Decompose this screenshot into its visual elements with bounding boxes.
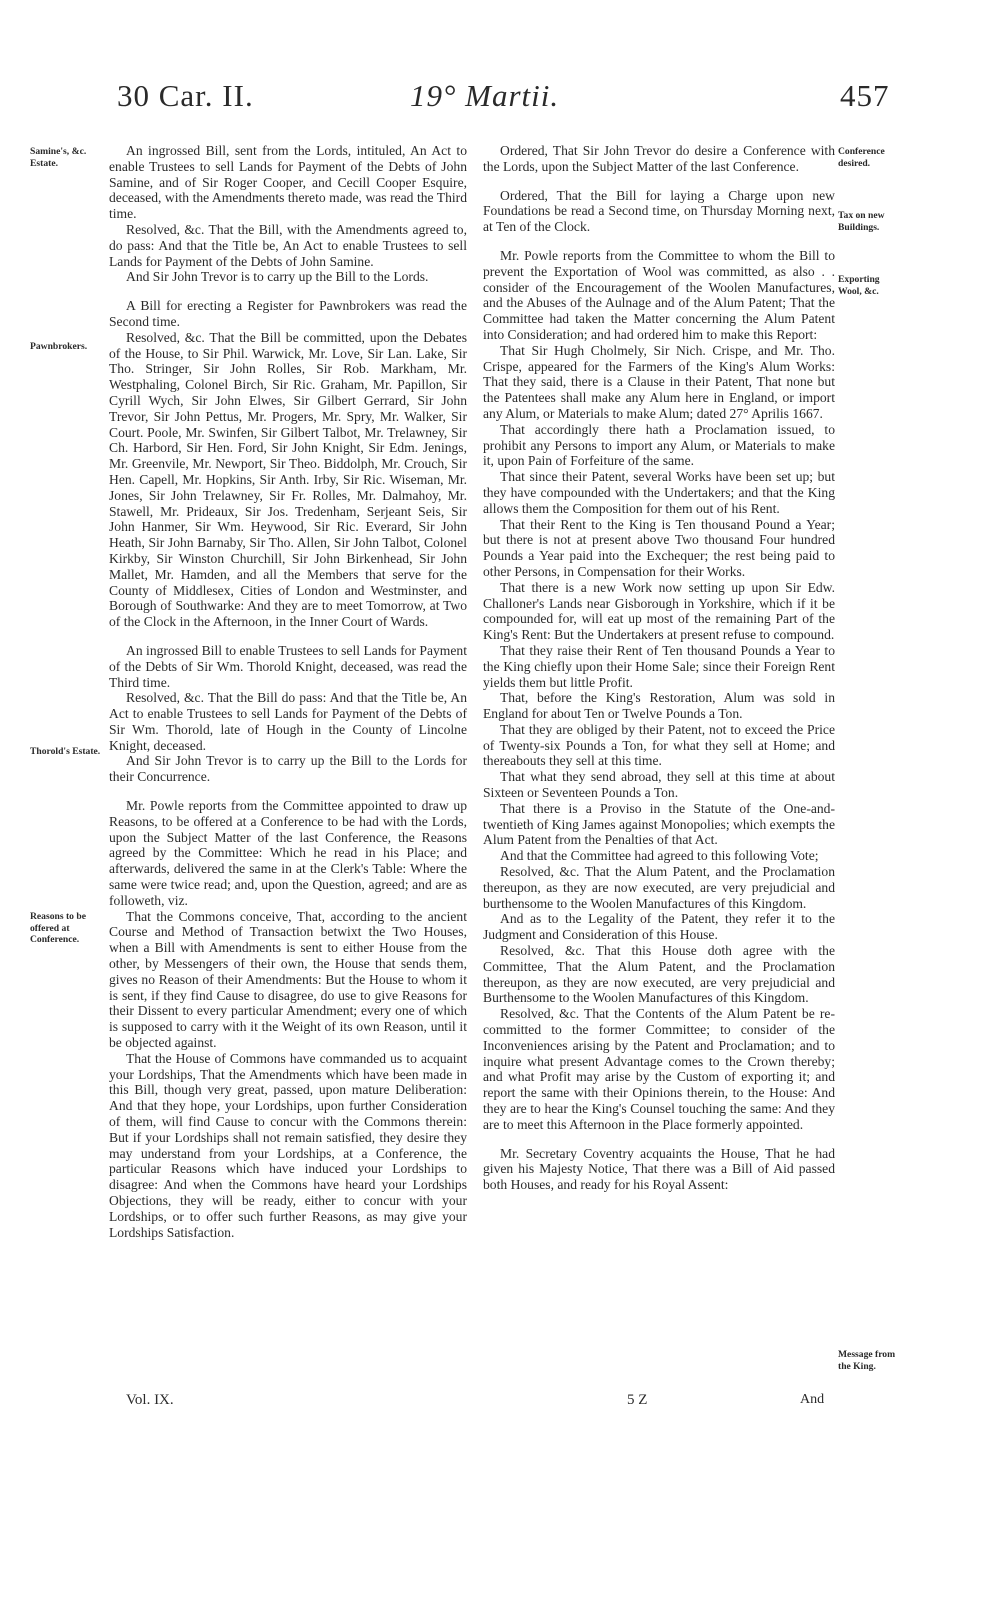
paragraph: Resolved, &c. That the Bill do pass: And that the Title be, An Act to enable Trustees to sell Lands for Payment of the Debts of Sir Wm. Thorold, late of Hough in the County of Lincolne Knight, deceased.: [109, 690, 467, 753]
paragraph: That there is a new Work now setting up upon Sir Edw. Challoner's Lands near Gisborough in Yorkshire, which if it be compounded for, will eat up most of the remaining Part of the King's Rent: But the Undertakers at present refuse to compound.: [483, 579, 835, 643]
paragraph: And that the Committee had agreed to this following Vote;: [500, 848, 819, 864]
paragraph: That, before the King's Restoration, Alum was sold in England for about Ten or Twelve Pounds a Ton.: [483, 690, 835, 722]
paragraph: That accordingly there hath a Proclamation issued, to prohibit any Persons to import any Alum, or Materials to make it, upon Pain of Forfeiture of the same.: [483, 421, 835, 469]
paragraph: That their Rent to the King is Ten thousand Pound a Year; but there is not at present above Two thousand Four hundred Pounds a Year paid into the Exchequer; the rest being paid to other Persons, in Compensation for their Works.: [483, 516, 835, 579]
paragraph: And Sir John Trevor is to carry up the Bill to the Lords for their Concurrence.: [109, 753, 467, 785]
paragraph: An ingrossed Bill to enable Trustees to sell Lands for Payment of the Debts of Sir Wm. Thorold Knight, deceased, was read the Third time.: [109, 642, 467, 690]
paragraph: That they are obliged by their Patent, not to exceed the Price of Twenty-six Pounds a Ton, for what they sell at Home; and thereabouts they sell at this time.: [483, 721, 835, 769]
paragraph: That since their Patent, several Works have been set up; but they have compounded with the Undertakers; and that the King allows them the Composition for them out of his Rent.: [483, 469, 835, 516]
paragraph: That they raise their Rent of Ten thousand Pounds a Year to the King chiefly upon their Home Sale; since their Foreign Rent yields them but little Profit.: [483, 642, 835, 690]
margin-note: Conference desired.: [838, 146, 885, 169]
left-text-column: [109, 143, 467, 1240]
volume-label: Vol. IX.: [126, 1392, 174, 1408]
paragraph: And Sir John Trevor is to carry up the Bill to the Lords.: [126, 269, 429, 285]
margin-note: Reasons to be offered at Conference.: [30, 911, 86, 945]
catchword: And: [800, 1392, 825, 1407]
paragraph: Resolved, &c. That the Bill, with the Amendments agreed to, do pass: And that the Title be, An Act to enable Trustees to sell Lands for Payment of the Debts of John Samine.: [109, 221, 467, 269]
header-regnal-year: 30 Car. II.: [117, 78, 254, 113]
paragraph: Resolved, &c. That the Bill be committed, upon the Debates of the House, to Sir Phil. Warwick, Mr. Love, Sir Lan. Lake, Sir Tho. Stringer, Sir John Rolles, Sir Rob. Markham, Mr. Westphaling, Colonel Birch, Sir Ric. Graham, Mr. Papillon, Sir Cyrill Wych, Sir John Elwes, Sir Gilbert Gerrard, Sir John Trevor, Sir John Pettus, Mr. Progers, Mr. Spry, Mr. Walker, Sir Court. Poole, Mr. Swinfen, Sir Gilbert Talbot, Mr. Trelawney, Sir Ch. Harbord, Sir Hen. Ford, Sir John Knight, Sir Edm. Jenings, Mr. Greenvile, Mr. Newport, Sir Theo. Biddolph, Mr. Crouch, Sir Hen. Capell, Mr. Hopkins, Sir Anth. Irby, Sir Ric. Wiseman, Mr. Jones, Sir John Trelawney, Sir Fr. Rolles, Mr. Dalmahoy, Mr. Stawell, Mr. Prideaux, Sir Jos. Tredenham, Serjeant Seis, Sir John Hanmer, Sir Wm. Heywood, Sir Ric. Everard, Sir John Heath, Sir John Barnaby, Sir Tho. Allen, Sir John Talbot, Colonel Kirkby, Sir Winston Churchill, Sir John Birkenhead, Sir John Mallet, Mr. Hamden, and all the Members that serve for the County of Middlesex, Cities of London and Westminster, and Borough of Southwarke: And they are to meet Tomorrow, at Two of the Clock in the Afternoon, in the Inner Court of Wards.: [109, 329, 467, 630]
margin-note: Thorold's Estate.: [30, 746, 101, 757]
paragraph: Mr. Powle reports from the Committee to whom the Bill to prevent the Exportation of Wool was committed, as also . . consider of the Encouragement of the Woolen Manufactures, and the Abuses of the Aulnage and of the Alum Patent; That the Committee had taken the Matter concerning the Alum Patent into Consideration; and had ordered him to make this Report:: [483, 247, 835, 342]
margin-note: Exporting Wool, &c.: [838, 274, 880, 297]
paragraph: An ingrossed Bill, sent from the Lords, intituled, An Act to enable Trustees to sell Lands for Payment of the Debts of John Samine, and of Sir Roger Cooper, and Cecill Cooper Esquire, deceased, with the Amendments thereto made, was read the Third time.: [109, 143, 467, 222]
paragraph: Mr. Powle reports from the Committee appointed to draw up Reasons, to be offered at a Conference to be had with the Lords, upon the Subject Matter of the last Conference, the Reasons agreed by the Committee: Which he read in his Place; and afterwards, delivered the same in at the Clerk's Table: Where the same were twice read; and, upon the Question, agreed; and are as followeth, viz.: [109, 798, 467, 908]
page-number: 457: [840, 78, 890, 113]
page-header: [0, 78, 992, 128]
margin-note: Tax on new Buildings.: [838, 210, 885, 233]
paragraph: That Sir Hugh Cholmely, Sir Nich. Crispe, and Mr. Tho. Crispe, appeared for the Farmers of the King's Alum Works: That they said, there is a Clause in their Patent, That none but the Patentees shall make any Alum here in England, or import any Alum, or Materials to make Alum; dated 27° Aprilis 1667.: [483, 342, 835, 421]
paragraph: Ordered, That the Bill for laying a Charge upon new Foundations be read a Second time, on Thursday Morning next, at Ten of the Clock.: [483, 187, 835, 235]
paragraph: A Bill for erecting a Register for Pawnbrokers was read the Second time.: [109, 298, 467, 329]
paragraph: That the House of Commons have commanded us to acquaint your Lordships, That the Amendments which have been made in this Bill, though very great, passed, upon mature Deliberation: And that they hope, your Lordships, upon further Consideration of them, will find Cause to concur with the Commons therein: But if your Lordships shall not remain satisfied, they desire they may understand from your Lordships, at a Conference, the particular Reasons which have induced your Lordships to disagree: And when the Commons have heard your Lordships Objections, they will be ready, either to concur with your Lordships, or to offer such further Reasons, as may give your Lordships Satisfaction.: [109, 1050, 467, 1240]
margin-note: Pawnbrokers.: [30, 341, 88, 352]
paragraph: Ordered, That Sir John Trevor do desire a Conference with the Lords, upon the Subject Matter of the last Conference.: [483, 143, 835, 174]
right-text-column: [483, 143, 835, 1193]
paragraph: Resolved, &c. That the Alum Patent, and the Proclamation thereupon, as they are now executed, are very prejudicial and burthensome to the Woolen Manufactures of this Kingdom.: [483, 864, 835, 911]
paragraph: And as to the Legality of the Patent, they refer it to the Judgment and Consideration of this House.: [483, 911, 835, 943]
paragraph: Mr. Secretary Coventry acquaints the House, That he had given his Majesty Notice, That there was a Bill of Aid passed both Houses, and ready for his Royal Assent:: [483, 1145, 835, 1193]
paragraph: That the Commons conceive, That, according to the ancient Course and Method of Transaction betwixt the Two Houses, when a Bill with Amendments is sent to either House from the other, by Messengers of their own, the House that sends them, gives no Reason of their Amendments: But the House to whom it is sent, if they find Cause to disagree, do use to give Reasons for their Dissent to every particular Amendment; every one of which is supposed to carry with it the Weight of its own Reason, until it be objected against.: [109, 908, 467, 1051]
header-date: 19° Martii.: [410, 78, 560, 113]
paragraph: That there is a Proviso in the Statute of the One-and-twentieth of King James against Monopolies; which exempts the Alum Patent from the Penalties of that Act.: [483, 800, 835, 848]
paragraph: That what they send abroad, they sell at this time at about Sixteen or Seventeen Pounds a Ton.: [483, 769, 835, 801]
margin-note: Message from the King.: [838, 1349, 896, 1372]
signature-mark: 5 Z: [627, 1392, 648, 1408]
paragraph: Resolved, &c. That this House doth agree with the Committee, That the Alum Patent, and the Proclamation thereupon, as they are now executed, are very prejudicial and Burthensome to the Woolen Manufactures of this Kingdom.: [483, 943, 835, 1006]
margin-note: Samine's, &c. Estate.: [30, 146, 87, 169]
paragraph: Resolved, &c. That the Contents of the Alum Patent be re-committed to the former Committee; to consider of the Inconveniences arising by the Patent and Proclamation; and to inquire what present Advantage comes to the Crown thereby; and what Profit may arise by the Custom of exporting it; and report the same with their Opinions therein, to the House: And they are to hear the King's Counsel touching the same: And they are to meet this Afternoon in the Place formerly appointed.: [483, 1006, 835, 1132]
